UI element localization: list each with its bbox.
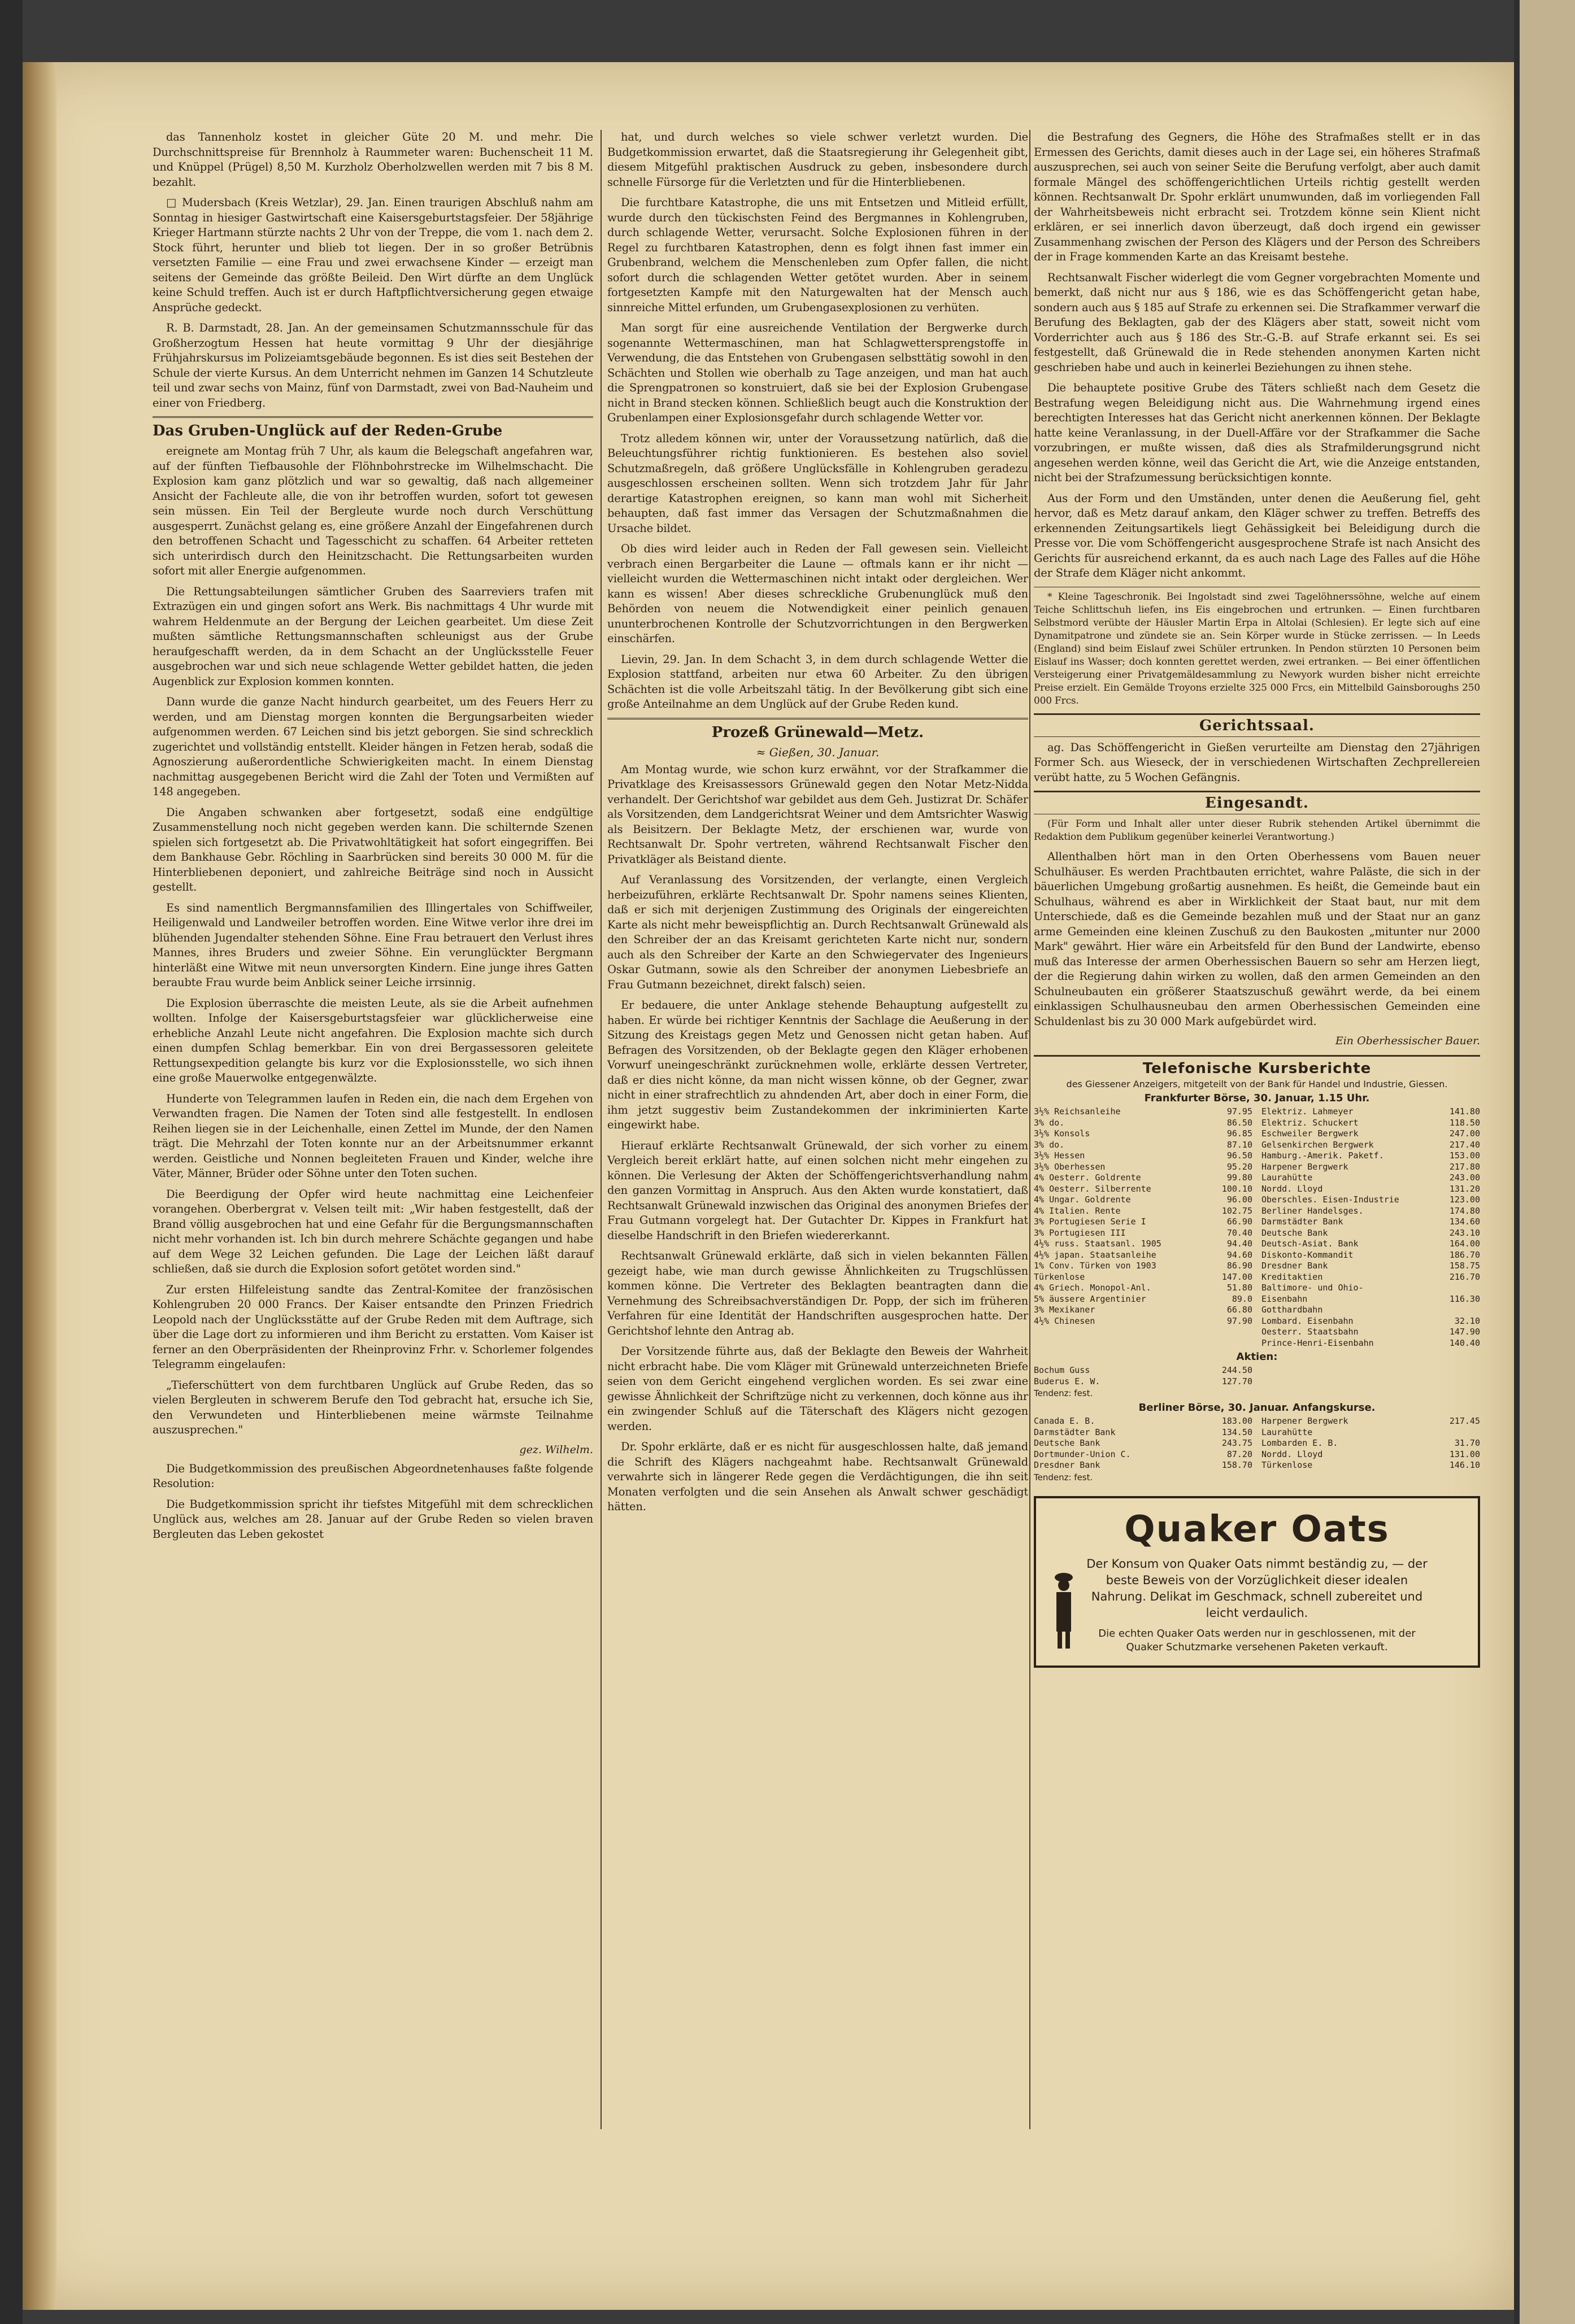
news-paragraph: Rechtsanwalt Fischer widerlegt die vom Gegner vorgebrachten Momente und bemerkt, daß nicht nur aus § 186, wie es das Schöffengericht getan habe, sondern auch aus § 185 auf Strafe zu erkennen sei. Die Strafkammer verwarf die Berufung des Beklagten, gab der des Klägers aber statt, soweit nicht vom Vorderrichter auch aus § 186 des Str.-G.-B. auf Strafe erkannt sei. Es sei festgestellt, daß Grünewald die in Rede stehenden anonymen Karten nicht geschrieben habe und auch in keinerlei Beziehungen zu ihnen stehe. [1034,271,1480,374]
stock-value: 89.0 [1232,1293,1252,1304]
news-paragraph: Man sorgt für eine ausreichende Ventilation der Bergwerke durch sogenannte Wettermaschinen, man hat Schlagwettersprengstoffe in Verwendung, die das Entstehen von Grubengasen selbsttätig sowohl in den Schächten und Stollen wie oberhalb zu Tage anzeigen, und man hat auch die Sprengpatronen so konstruiert, daß sie bei der Explosion Grubengase nicht in Brand stecken können. Schließlich beugt auch die Konstruktion der Grubenlampen einer Explosionsgefahr durch schlagende Wetter vor. [607,321,1028,424]
frankfurt-right-list [1261,1106,1480,1349]
stock-row [1261,1327,1480,1338]
news-paragraph: Aus der Form und den Umständen, unter denen die Aeußerung fiel, geht hervor, daß es Metz darauf ankam, den Kläger schwer zu treffen. Betreffs des erkennenden Zeitungsartikels liegt Gehässigkeit bei Beleidigung durch die Presse vor. Die vom Schöffengericht ausgesprochene Strafe ist nach Ansicht des Gerichts für ausreichend erkannt, da es auch nach Lage des Falles auf die Höhe der Strafe dem Kläger nicht ankommt. [1034,491,1480,579]
stock-value: 146.10 [1449,1460,1480,1470]
quaker-figure-icon [1050,1566,1078,1651]
stock-name: Dresdner Bank [1034,1460,1100,1470]
article-paragraph: Rechtsanwalt Grünewald erklärte, daß sich in vielen bekannten Fällen gezeigt habe, wie man durch gewisse Ähnlichkeiten zu Trugschlüssen kommen könne. Die Vertreter des Beklagten beantragten dann die Vernehmung des Schreibsachverständigen Dr. Popp, der sich im früheren Verfahren für eine Identität der Handschriften ausgesprochen hatte. Der Gerichtshof lehnte den Antrag ab. [607,1249,1028,1337]
stock-row [1261,1128,1480,1140]
stock-row [1261,1338,1480,1349]
stock-value: 217.45 [1449,1416,1480,1426]
berlin-right-list [1261,1416,1480,1471]
stock-row [1261,1239,1480,1250]
stock-value: 247.00 [1449,1128,1480,1139]
stock-row [1034,1150,1252,1162]
scan-background-left [0,0,23,2324]
article-paragraph: Die Angaben schwanken aber fortgesetzt, sodaß eine endgültige Zusammenstellung noch nicht gegeben werden kann. Die schilternde Szenen spielen sich fortgesetzt ab. Die Privatwohltätigkeit hat sofort eingegriffen. Bei dem Bankhause Gebr. Röchling in Saarbrücken sind bereits 30 000 M. für die Hinterbliebenen deponiert, und zahlreiche Beiträge sind noch in Aussicht gestellt. [153,805,593,893]
stock-row [1034,1162,1252,1173]
stock-name: Laurahütte [1261,1172,1313,1183]
stock-value: 66.90 [1226,1216,1252,1227]
column-rule [601,130,602,2129]
stock-name: Darmstädter Bank [1261,1216,1343,1227]
stock-value: 95.20 [1226,1161,1252,1172]
stock-row [1261,1106,1480,1118]
stock-value: 86.50 [1226,1117,1252,1128]
stock-name: Laurahütte [1261,1427,1313,1437]
stock-value: 99.80 [1226,1172,1252,1183]
berlin-table [1034,1416,1480,1471]
tendency-note: Tendenz: fest. [1034,1388,1093,1398]
stock-value: 217.80 [1449,1161,1480,1172]
stock-value: 243.75 [1221,1438,1252,1448]
stock-row [1034,1128,1252,1140]
stock-name: 3% do. [1034,1117,1065,1128]
frankfurt-left-list [1034,1106,1252,1349]
stock-row [1261,1250,1480,1261]
stock-name: 4% Ungar. Goldrente [1034,1194,1131,1205]
section-title-letters: Eingesandt. [1034,791,1480,814]
stock-name: Hamburg.-Amerik. Paketf. [1261,1150,1384,1161]
stock-value: 158.75 [1449,1261,1480,1271]
stock-name: 4% Griech. Monopol-Anl. [1034,1283,1151,1293]
stock-value: 186.70 [1449,1249,1480,1260]
stock-name: Buderus E. W. [1034,1376,1100,1386]
ad-title: Quaker Oats [1124,1508,1390,1550]
stock-value: 131.00 [1449,1449,1480,1459]
stock-name: 3% Portugiesen Serie I [1034,1216,1146,1227]
article-paragraph: Dann wurde die ganze Nacht hindurch gearbeitet, um des Feuers Herr zu werden, und am Dienstag morgen konnten die Bergungsarbeiten wieder aufgenommen werden. 67 Leichen sind bis jetzt geborgen. Sie sind schrecklich zugerichtet und vollständig entstellt. Kleider hängen in Fetzen herab, sodaß die Agnoszierung außerordentliche Schwierigkeiten macht. In einem Dienstag nachmittag ausgegebenen Bericht wird die Zahl der Toten und Vermißten auf 148 angegeben. [153,695,593,798]
stock-row [1034,1272,1252,1283]
stock-row [1034,1427,1252,1438]
stock-row [1261,1228,1480,1239]
stock-row [1034,1194,1252,1206]
stock-row [1034,1294,1252,1305]
stock-value: 66.80 [1226,1305,1252,1315]
stock-value: 32.10 [1454,1315,1480,1326]
stock-value: 216.70 [1449,1271,1480,1282]
stock-name: 3½% Konsols [1034,1128,1090,1139]
stock-name: Nordd. Lloyd [1261,1183,1323,1194]
stock-row [1261,1294,1480,1305]
stock-value: 118.50 [1449,1117,1480,1128]
stock-value: 123.00 [1449,1194,1480,1205]
stock-value: 70.40 [1226,1227,1252,1238]
quaker-oats-ad [1034,1496,1480,1668]
stock-name: Oberschles. Eisen-Industrie [1261,1194,1399,1205]
news-paragraph: die Bestrafung des Gegners, die Höhe des Strafmaßes stellt er in das Ermessen des Gerichts, damit dieses auch in der Lage sei, ein höheres Strafmaß auszusprechen, sei auch von seiner Seite die Berufung verfolgt, aber auch damit formale Mängel des schöffengerichtlichen Urteils richtig gestellt werden können. Rechtsanwalt Dr. Spohr erklärt unumwunden, daß im vorliegenden Fall der Wahrheitsbeweis nicht erbracht sei. Trotzdem könne sein Klient nicht erklären, er sei innerlich davon überzeugt, daß doch irgend ein gewisser Zusammenhang zwischen der Person des Klägers und der Person des Schreibers der in Frage kommenden Karte an das Kreisamt bestehe. [1034,130,1480,263]
stock-row [1261,1216,1480,1228]
stock-value: 87.20 [1226,1449,1252,1459]
letter-paragraph: Allenthalben hört man in den Orten Oberhessens vom Bauen neuer Schulhäuser. Es werden Prachtbauten errichtet, wahre Paläste, die sich in der bäuerlichen Umgebung großartig ausnehmen. Es heißt, die Gemeinde baut ein Schulhaus, während es aber in Wirklichkeit der Staat baut, nur mit dem Unterschiede, daß es die Gemeinde bezahlen muß und der Staat nur an ganz arme Gemeinden eine kleinen Zuschuß zu den Baukosten „mitunter nur 2000 Mark" gewährt. Hier wäre ein Arbeitsfeld für den Bund der Landwirte, ebenso muß das Interesse der armen Oberhessischen Bauern so sehr am Herzen liegt, der die Regierung dahin wirken zu wollen, daß den armen Gemeinden an den Schulneubauten ein größerer Staatszuschuß gewährt werde, da bei einem einklassigen Schulhausneubau den armen Oberhessischen Gemeinden eine Schuldenlast bis zu 30 000 Mark aufgebürdet wird. [1034,850,1480,1028]
tendency-note: Tendenz: fest. [1034,1472,1093,1483]
stock-name: Nordd. Lloyd [1261,1449,1323,1459]
stock-row [1034,1239,1252,1250]
stock-value: 158.70 [1221,1460,1252,1470]
stock-value: 51.80 [1226,1283,1252,1293]
ad-text: Der Konsum von Quaker Oats nimmt beständig zu, — der beste Beweis von der Vorzüglichkeit dieser idealen Nahrung. Delikat im Geschmack, schnell zubereitet und leicht verdaulich. [1086,1556,1428,1620]
stock-value: 153.00 [1449,1150,1480,1161]
stock-row [1261,1261,1480,1272]
stock-name: 4% Italien. Rente [1034,1205,1121,1216]
stock-name: 1% Conv. Türken von 1903 [1034,1261,1156,1271]
stock-name: Darmstädter Bank [1034,1427,1116,1437]
stock-row [1034,1305,1252,1316]
stock-value: 97.95 [1226,1106,1252,1117]
news-paragraph: Lievin, 29. Jan. In dem Schacht 3, in dem durch schlagende Wetter die Explosion stattfand, arbeiten nur etwa 60 Arbeiter. Zu den übrigen Schächten ist die volle Arbeitszahl tätig. In der Bevölkerung gibt sich eine große Anteilnahme an dem Unglück auf der Grube Reden kund. [607,652,1028,710]
stock-row [1261,1184,1480,1195]
stock-row [1034,1206,1252,1217]
aktien-heading: Aktien: [1236,1351,1278,1363]
stock-row [1034,1250,1252,1261]
stock-row [1034,1376,1252,1388]
stock-name: Gotthardbahn [1261,1305,1323,1315]
column-rule [1029,130,1030,2129]
stock-value: 217.40 [1449,1139,1480,1150]
stock-value: 96.50 [1226,1150,1252,1161]
article-dateline: ≈ Gießen, 30. Januar. [756,745,880,759]
article-paragraph: Hierauf erklärte Rechtsanwalt Grünewald, der sich vorher zu einem Vergleich bereit erklärt hatte, auf einen solchen nicht mehr eingehen zu können. Die Verlesung der Akten der Schöffengerichtsverhandlung nahm den ganzen Vormittag in Anspruch. Aus den Akten wurde konstatiert, daß Rechtsanwalt Grünewald inzwischen das Original des anonymen Briefes der Frau Gutmann vorgelegt hat. Der Gutachter Dr. Kippes in Frankfurt hat dieselbe Handschrift in den Briefen wiedererkannt. [607,1139,1028,1242]
letters-disclaimer: (Für Form und Inhalt aller unter dieser Rubrik stehenden Artikel übernimmt die Redaktion dem Publikum gegenüber keinerlei Verantwortung.) [1034,818,1480,843]
article-paragraph: Zur ersten Hilfeleistung sandte das Zentral-Komitee der französischen Kohlengruben 20 000 Francs. Der Kaiser entsandte den Prinzen Friedrich Leopold nach der Unglücksstätte auf der Grube Reden mit dem Auftrage, sich über die Lage dort zu informieren und ihm Bericht zu erstatten. Vom Kaiser ist ferner an den Oberpräsidenten der Rheinprovinz Frhr. v. Schorlemer folgendes Telegramm eingelaufen: [153,1283,593,1371]
news-paragraph: □ Mudersbach (Kreis Wetzlar), 29. Jan. Einen traurigen Abschluß nahm am Sonntag in hiesiger Gastwirtschaft eine Kaisersgeburtstagsfeier. Der 58jährige Krieger Hartmann stürzte nachts 2 Uhr von der Treppe, die vom 1. nach dem 2. Stock führt, herunter und blieb tot liegen. Der in so großer Betrübnis versetzten Familie — eine Frau und zwei erwachsene Kinder — erzeigt man seitens der Gemeinde das größte Beileid. Den Wirt dürfte an dem Unglück keine Schuld treffen. Auch ist er durch Haftpflichtversicherung gegen etwaige Ansprüche gedeckt. [153,196,593,314]
stock-value: 141.80 [1449,1106,1480,1117]
berlin-heading: Berliner Börse, 30. Januar. Anfangskurse. [1138,1402,1376,1414]
stock-row [1034,1228,1252,1239]
stock-name: Lombarden E. B. [1261,1438,1338,1448]
stock-name: 3½% Reichsanleihe [1034,1106,1121,1117]
stock-row [1034,1216,1252,1228]
stock-value: 131.20 [1449,1183,1480,1194]
stock-row [1261,1172,1480,1184]
stock-value: 244.50 [1221,1365,1252,1375]
stock-row [1261,1283,1480,1294]
stock-value: 147.00 [1221,1271,1252,1282]
stock-row [1034,1365,1252,1376]
stock-value: 174.80 [1449,1205,1480,1216]
stock-value: 243.00 [1449,1172,1480,1183]
stock-value: 102.75 [1221,1205,1252,1216]
stock-name: Elektriz. Lahmeyer [1261,1106,1354,1117]
news-paragraph: Ob dies wird leider auch in Reden der Fall gewesen sein. Vielleicht verbrach einen Bergarbeiter die Laune — oftmals kann er ihr nicht — vielleicht wurden die Wettermaschinen nicht intakt oder dergleichen. Wer kann es wissen! Aber dieses schreckliche Grubenunglück muß den Behörden von neuem die Notwendigkeit einer peinlich genauen ununterbrochenen Kontrolle der Schutzvorrichtungen in den Bergwerken einschärfen. [607,542,1028,645]
stock-row [1034,1106,1252,1118]
stock-row [1034,1140,1252,1151]
stock-name: 3½% Oberhessen [1034,1161,1106,1172]
ad-note: Die echten Quaker Oats werden nur in geschlossenen, mit der Quaker Schutzmarke versehenen Paketen verkauft. [1098,1627,1416,1653]
stock-row [1034,1438,1252,1449]
stock-row [1261,1449,1480,1460]
frankfurt-table [1034,1106,1480,1349]
stock-value: 96.85 [1226,1128,1252,1139]
stock-name: 4½% japan. Staatsanleihe [1034,1249,1156,1260]
stock-name: Bochum Guss [1034,1365,1090,1375]
stock-row [1261,1316,1480,1327]
article-paragraph: Die Budgetkommission des preußischen Abgeordnetenhauses faßte folgende Resolution: [153,1462,593,1490]
page-spine-shadow [23,62,56,2310]
news-paragraph: R. B. Darmstadt, 28. Jan. An der gemeinsamen Schutzmannsschule für das Großherzogtum Hessen hat heute vormittag 9 Uhr der diesjährige Frühjahrskursus im Polizeiamtsgebäude begonnen. Es ist dies seit Bestehen der Schule der vierte Kursus. An dem Unterricht nehmen im Ganzen 14 Schutzleute teil und zwar sechs von Mainz, fünf von Darmstadt, zwei von Bad-Nauheim und einer von Friedberg. [153,321,593,409]
stock-row [1261,1140,1480,1151]
stock-name: Dortmunder-Union C. [1034,1449,1131,1459]
stock-name: Lombard. Eisenbahn [1261,1315,1354,1326]
stock-name: Eschweiler Bergwerk [1261,1128,1359,1139]
stock-value: 140.40 [1449,1337,1480,1348]
aktien-list [1034,1365,1252,1387]
news-paragraph: Die furchtbare Katastrophe, die uns mit Entsetzen und Mitleid erfüllt, wurde durch den tückischsten Feind des Bergmannes in Kohlengruben, durch schlagende Wetter, verursacht. Solche Explosionen führen in der Regel zu furchtbaren Katastrophen, denn es folgt ihnen fast immer ein Grubenbrand, welchem die Menschenleben zum Opfer fallen, die nicht sofort durch die schlagenden Wetter getötet wurden. Aber in seinem fortgesetzten Kampfe mit den Naturgewalten hat der Mensch auch sinnreiche Mittel erfunden, um Grubengasexplosionen zu verhüten. [607,196,1028,314]
stock-name: Oesterr. Staatsbahn [1261,1327,1359,1337]
stock-value: 183.00 [1221,1416,1252,1426]
stock-row [1034,1416,1252,1427]
article-paragraph: Die Rettungsabteilungen sämtlicher Gruben des Saarreviers trafen mit Extrazügen ein und gingen sofort ans Werk. Bis nachmittags 4 Uhr wurde mit wahrem Heldenmute an der Bergung der Leichen gearbeitet. Um diese Zeit mußten sämtliche Rettungsmannschaften schleunigst aus der Grube heraufgeschafft werden, da in dem Schacht an der Unglücksstelle Feuer ausgebrochen war und sich neue schlagende Wetter gebildet hatten, die jeden Augenblick zur Explosion kommen konnten. [153,585,593,688]
stock-name: Canada E. B. [1034,1416,1095,1426]
stock-row [1261,1118,1480,1129]
stock-name: 3½% Hessen [1034,1150,1085,1161]
article-paragraph: Hunderte von Telegrammen laufen in Reden ein, die nach dem Ergehen von Verwandten fragen. Die Namen der Toten sind alle festgestellt. In endlosen Reihen liegen sie in der Leichenhalle, einen Zettel im Munde, der den Namen trägt. Die Mehrzahl der Toten konnte nur an der Arbeitsnummer erkannt werden. Geistliche und Nonnen begleiteten Frauen und Kinder, welche ihre Väter, Männer, Brüder oder Söhne unter den Toten suchen. [153,1092,593,1180]
news-paragraph: hat, und durch welches so viele schwer verletzt wurden. Die Budgetkommission erwartet, daß die Staatsregierung ihr Gelegenheit gibt, diesem Mitgefühl praktischen Ausdruck zu geben, insbesondere durch schnelle Fürsorge für die Verletzten und für die Hinterbliebenen. [607,130,1028,189]
stock-report-title: Telefonische Kursberichte [1034,1055,1480,1077]
column-2 [607,130,1028,1520]
stock-name: Diskonto-Kommandit [1261,1249,1354,1260]
stock-row [1034,1283,1252,1294]
stock-row [1261,1206,1480,1217]
stock-value: 31.70 [1454,1438,1480,1448]
stock-value: 164.00 [1449,1239,1480,1249]
article-paragraph: Am Montag wurde, wie schon kurz erwähnt, vor der Strafkammer die Privatklage des Kreisassessors Grünewald gegen den Notar Metz-Nidda verhandelt. Der Gerichtshof war gebildet aus dem Geh. Justizrat Dr. Schäfer als Vorsitzenden, dem Landgerichtsrat Weiner und dem Amtsrichter Waswig als Beisitzern. Der Beklagte Metz, der erschienen war, wurde von Rechtsanwalt Dr. Spohr vertreten, während Rechtsanwalt Fischer den Privatkläger als Beistand diente. [607,762,1028,866]
stock-row [1261,1416,1480,1427]
article-headline: Prozeß Grünewald—Metz. [607,718,1028,742]
stock-name: 3% Portugiesen III [1034,1227,1126,1238]
stock-row [1034,1316,1252,1327]
stock-row [1034,1460,1252,1471]
stock-row [1261,1460,1480,1471]
column-3 [1034,130,1480,1668]
section-title-court: Gerichtssaal. [1034,713,1480,737]
stock-value: 134.60 [1449,1216,1480,1227]
stock-report [1034,1055,1480,1483]
stock-name: Türkenlose [1034,1271,1085,1282]
stock-name: 3% Mexikaner [1034,1305,1095,1315]
stock-name: 4½% russ. Staatsanl. 1905 [1034,1239,1161,1249]
stock-row [1261,1427,1480,1438]
stock-row [1261,1150,1480,1162]
stock-row [1261,1305,1480,1316]
stock-value: 86.90 [1226,1261,1252,1271]
berlin-left-list [1034,1416,1252,1471]
stock-row [1261,1194,1480,1206]
stock-value: 147.90 [1449,1327,1480,1337]
article-paragraph: ereignete am Montag früh 7 Uhr, als kaum die Belegschaft angefahren war, auf der fünften Tiefbausohle der Flöhnbohrstrecke im Wilhelmschacht. Die Explosion kam ganz plötzlich und war so gewaltig, daß nach allgemeiner Ansicht der Fachleute alle, die von ihr betroffen wurden, sofort tot gewesen sein müssen. Ein Teil der Bergleute wurde noch durch Verschüttung ausgesperrt. Zunächst gelang es, eine größere Anzahl der Eingefahrenen durch den betroffenen Schacht und Tagesschicht zu schaffen. 64 Arbeiter retteten sich unterirdisch durch den Heinitzschacht. Die Rettungsarbeiten wurden sofort mit aller Energie aufgenommen. [153,444,593,577]
article-paragraph: Es sind namentlich Bergmannsfamilien des Illingertales von Schiffweiler, Heiligenwald und Landweiler betroffen worden. Eine Witwe verlor ihre drei im blühenden Jugendalter stehenden Söhne. Eine Frau betrauert den Verlust ihres Mannes, ihres Bruders und zweier Söhne. Ein verunglückter Bergmann hinterläßt eine Witwe mit neun unversorgten Kindern. Eine junge ihres Gatten beraubte Frau wurde beim Anblick seiner Leiche irrsinnig. [153,901,593,989]
stock-name: Dresdner Bank [1261,1261,1328,1271]
telegram-signature: gez. Wilhelm. [519,1443,593,1456]
stock-value: 87.10 [1226,1139,1252,1150]
news-paragraph: Die behauptete positive Grube des Täters schließt nach dem Gesetz die Bestrafung wegen Beleidigung nicht aus. Die Wahrnehmung irgend eines berechtigten Interesses hat das Gericht nicht anerkennen können. Der Beklagte hatte keine Veranlassung, in der Duell-Affäre vor der Strafkammer die Sache vorzubringen, er mußte wissen, daß dies als Strafmilderungsgrund nicht angesehen werden könne, weil das Gericht die Art, wie die Anzeige entstanden, nicht bei der Strafzumessung berücksichtigen konnte. [1034,381,1480,484]
article-paragraph: Auf Veranlassung des Vorsitzenden, der verlangte, einen Vergleich herbeizuführen, erklärte Rechtsanwalt Dr. Spohr namens seines Klienten, daß er sich mit derjenigen Zustimmung des Originals der eingereichten Karte als nicht mehr beweispflichtig an. Durch Rechtsanwalt Grünewald als den Schreiber der an das Kreisamt gerichteten Karte nicht nur, sondern auch als den Schreiber der Karte an den Schwiegervater des Ingenieurs Oskar Gutmann, sowie als den Schreiber der anonymen Liebesbriefe an Frau Gutmann bezeichnet, direkt falsch) seien. [607,873,1028,991]
stock-name: 3% do. [1034,1139,1065,1150]
stock-value: 100.10 [1221,1183,1252,1194]
stock-name: 4% Oesterr. Silberrente [1034,1183,1151,1194]
stock-row [1261,1272,1480,1283]
stock-value: 127.70 [1221,1376,1252,1386]
article-paragraph: Die Explosion überraschte die meisten Leute, als sie die Arbeit aufnehmen wollten. Infolge der Kaisersgeburtstagsfeier war glücklicherweise eine erhebliche Anzahl Leute nicht angefahren. Die Explosion machte sich durch einen dumpfen Schlag bemerkbar. Ein von drei Bergassessoren geleitete Rettungsexpedition gelangte bis kurz vor die Explosionsstelle, wo sich ihnen eine große Mauerwolke entgegenwälzte. [153,996,593,1084]
stock-name: Deutsche Bank [1261,1227,1328,1238]
stock-value: 97.90 [1226,1315,1252,1326]
stock-name: Gelsenkirchen Bergwerk [1261,1139,1374,1150]
frankfurt-heading: Frankfurter Börse, 30. Januar, 1.15 Uhr. [1144,1092,1370,1104]
stock-name: 4% Oesterr. Goldrente [1034,1172,1141,1183]
stock-row [1261,1438,1480,1449]
stock-name: Türkenlose [1261,1460,1313,1470]
stock-name: Deutsch-Asiat. Bank [1261,1239,1359,1249]
adjacent-page-edge [1520,0,1575,2324]
stock-value: 94.60 [1226,1249,1252,1260]
stock-row [1034,1449,1252,1460]
news-paragraph: das Tannenholz kostet in gleicher Güte 20 M. und mehr. Die Durchschnittspreise für Brennholz à Raummeter waren: Buchenscheit 11 M. und Knüppel (Prügel) 8,50 M. Kurzholz Oberholzwellen werden mit 7 bis 8 M. bezahlt. [153,130,593,189]
stock-name: Berliner Handelsges. [1261,1205,1364,1216]
letter-signature: Ein Oberhessischer Bauer. [1335,1035,1480,1047]
stock-row [1034,1261,1252,1272]
court-paragraph: ag. Das Schöffengericht in Gießen verurteilte am Dienstag den 27jährigen Former Sch. aus Wieseck, der in verschiedenen Wirtschaften Zechprellereien verübt hatte, zu 5 Wochen Gefängnis. [1034,740,1480,784]
article-paragraph: Dr. Spohr erklärte, daß er es nicht für ausgeschlossen halte, daß jemand die Schrift des Klägers nachgeahmt habe. Rechtsanwalt Grünewald verwahrte sich in längerer Rede gegen die Verdächtigungen, die ihn seit Monaten verfolgten und die sein Ansehen als Anwalt schwer geschädigt hätten. [607,1440,1028,1513]
stock-name: 4½% Chinesen [1034,1315,1095,1326]
stock-name: Harpener Bergwerk [1261,1161,1348,1172]
stock-name: Deutsche Bank [1034,1438,1100,1448]
aktien-table [1034,1365,1480,1387]
stock-name: Prince-Henri-Eisenbahn [1261,1337,1374,1348]
stock-row [1034,1184,1252,1195]
article-headline: Das Gruben-Unglück auf der Reden-Grube [153,416,593,441]
stock-row [1034,1118,1252,1129]
article-paragraph: „Tieferschüttert von dem furchtbaren Unglück auf Grube Reden, das so vielen Bergleuten in schwerem Berufe den Tod gebracht hat, ersuche ich Sie, den Verwundeten und Hinterbliebenen meine wärmste Teilnahme auszusprechen." [153,1378,593,1436]
stock-value: 134.50 [1221,1427,1252,1437]
article-paragraph: Er bedauere, die unter Anklage stehende Behauptung aufgestellt zu haben. Er würde bei richtiger Kenntnis der Sachlage die Aeußerung in der Sitzung des Kreistags gegen Metz und Genossen nicht getan haben. Auf Befragen des Vorsitzenden, ob der Beklagte gegen den Kläger erhobenen Vorwurf uneingeschränkt zurücknehmen wolle, erklärte dessen Vertreter, daß er dies nicht könne, da man nicht wissen könne, ob der Gegner, zwar nicht in einer strafrechtlich zu ahndenden Art, aber doch in einer Form, die ihm jetzt suggestiv beim Zustandekommen der inkriminierten Karte eingewirkt habe. [607,999,1028,1131]
stock-name: 5% äussere Argentinier [1034,1293,1146,1304]
stock-name: Eisenbahn [1261,1293,1308,1304]
stock-name: Elektriz. Schuckert [1261,1117,1359,1128]
stock-report-subtitle: des Giessener Anzeigers, mitgeteilt von der Bank für Handel und Industrie, Giessen. [1066,1079,1448,1089]
daily-chronicle: * Kleine Tageschronik. Bei Ingolstadt sind zwei Tagelöhnerssöhne, welche auf einem Teiche Schlittschuh liefen, ins Eis eingebrochen und ertrunken. — Einen furchtbaren Selbstmord verübte der Häusler Martin Erpa in Altolai (Schlesien). Er legte sich auf eine Dynamitpatrone und zündete sie an. Sein Körper wurde in Stücke zerrissen. — In Leeds (England) sind beim Eislauf zwei Schüler ertrunken. In Pendon stürzten 10 Personen beim Eislauf ins Wasser; doch konnten gerettet werden, zwei ertranken. — Bei einer öffentlichen Versteigerung einer Privatgemäldesammlung zu Newyork wurden bisher nicht erreichte Preise erzielt. Ein Gemälde Troyons erzielte 325 000 Frcs, ein Mittelbild Gainsboroughs 250 000 Frcs. [1034,587,1480,708]
stock-name: Baltimore- und Ohio- [1261,1283,1364,1293]
stock-value: 243.10 [1449,1227,1480,1238]
stock-value: 96.00 [1226,1194,1252,1205]
stock-name: Kreditaktien [1261,1271,1323,1282]
column-1 [153,130,593,1547]
stock-row [1034,1172,1252,1184]
stock-value: 116.30 [1449,1293,1480,1304]
news-paragraph: Trotz alledem können wir, unter der Voraussetzung natürlich, daß die Beleuchtungsführer richtig funktionieren. Es bestehen also soviel Schutzmaßregeln, daß größere Unglücksfälle in Kohlengruben geradezu ausgeschlossen erscheinen sollten. Wenn sich trotzdem Jahr für Jahr derartige Katastrophen ereignen, so kann man wohl mit Sicherheit behaupten, daß fast immer das Versagen der Schutzmaßnahmen die Ursache bildet. [607,431,1028,535]
article-paragraph: Die Beerdigung der Opfer wird heute nachmittag eine Leichenfeier vorangehen. Oberbergrat v. Velsen teilt mit: „Wir haben festgestellt, daß der Brand völlig ausgebrochen hat und eine Gefahr für die Bergungsmannschaften nicht mehr vorhanden ist. Ich bin durch mehrere Schächte gegangen und habe auf dem Wege 32 Leichen gefunden. Die Lage der Leichen läßt darauf schließen, daß sie durch die Explosion sofort getötet worden sind." [153,1187,593,1275]
stock-row [1261,1162,1480,1173]
article-paragraph: Der Vorsitzende führte aus, daß der Beklagte den Beweis der Wahrheit nicht erbracht habe. Die vom Kläger mit Grünewald unterzeichneten Briefe seien von dem Gericht eingehend verglichen worden. Es sei zwar eine gewisse Ähnlichkeit der Schriftzüge nicht zu verkennen, doch könne aus ihr ein zwingender Schluß auf die Täterschaft des Klägers nicht gezogen werden. [607,1345,1028,1433]
stock-value: 94.40 [1226,1239,1252,1249]
article-paragraph: Die Budgetkommission spricht ihr tiefstes Mitgefühl mit dem schrecklichen Unglück aus, welches am 28. Januar auf der Grube Reden so vielen braven Bergleuten das Leben gekostet [153,1497,593,1541]
stock-name: Harpener Bergwerk [1261,1416,1348,1426]
